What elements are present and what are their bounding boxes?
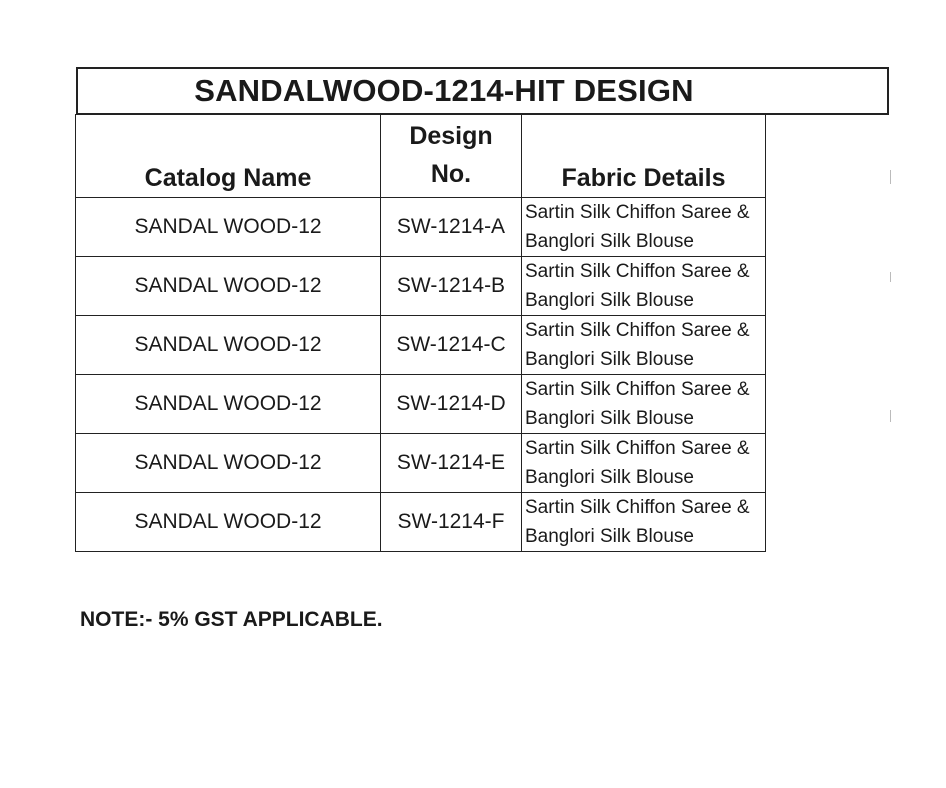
table-row bbox=[76, 316, 766, 375]
gst-note: NOTE:- 5% GST APPLICABLE. bbox=[80, 608, 383, 631]
scan-artifact bbox=[890, 410, 891, 422]
header-design-no: Design No. bbox=[381, 115, 522, 198]
design-no-cell: SW-1214-A bbox=[381, 198, 522, 257]
catalog-cell: SANDAL WOOD-12 bbox=[76, 316, 381, 375]
table-row bbox=[76, 375, 766, 434]
table-row bbox=[76, 198, 766, 257]
scan-artifact bbox=[890, 170, 891, 184]
header-row bbox=[76, 115, 766, 198]
fabric-cell: Sartin Silk Chiffon Saree & Banglori Silk Blouse bbox=[522, 434, 766, 493]
catalog-cell: SANDAL WOOD-12 bbox=[76, 375, 381, 434]
header-fabric-details: Fabric Details bbox=[522, 115, 766, 198]
fabric-cell: Sartin Silk Chiffon Saree & Banglori Silk Blouse bbox=[522, 375, 766, 434]
table-row bbox=[76, 493, 766, 552]
page-title: SANDALWOOD-1214-HIT DESIGN bbox=[194, 73, 694, 108]
design-no-cell: SW-1214-C bbox=[381, 316, 522, 375]
header-catalog-name: Catalog Name bbox=[76, 115, 381, 198]
fabric-cell: Sartin Silk Chiffon Saree & Banglori Silk Blouse bbox=[522, 198, 766, 257]
catalog-cell: SANDAL WOOD-12 bbox=[76, 198, 381, 257]
design-no-cell: SW-1214-D bbox=[381, 375, 522, 434]
table-row bbox=[76, 434, 766, 493]
scan-artifact bbox=[890, 272, 891, 282]
fabric-cell: Sartin Silk Chiffon Saree & Banglori Silk Blouse bbox=[522, 493, 766, 552]
table-row bbox=[76, 257, 766, 316]
catalog-cell: SANDAL WOOD-12 bbox=[76, 493, 381, 552]
catalog-cell: SANDAL WOOD-12 bbox=[76, 257, 381, 316]
title-box bbox=[76, 67, 889, 115]
catalog-cell: SANDAL WOOD-12 bbox=[76, 434, 381, 493]
design-no-cell: SW-1214-B bbox=[381, 257, 522, 316]
fabric-cell: Sartin Silk Chiffon Saree & Banglori Silk Blouse bbox=[522, 316, 766, 375]
design-no-cell: SW-1214-E bbox=[381, 434, 522, 493]
design-no-cell: SW-1214-F bbox=[381, 493, 522, 552]
design-table bbox=[75, 114, 766, 552]
fabric-cell: Sartin Silk Chiffon Saree & Banglori Silk Blouse bbox=[522, 257, 766, 316]
